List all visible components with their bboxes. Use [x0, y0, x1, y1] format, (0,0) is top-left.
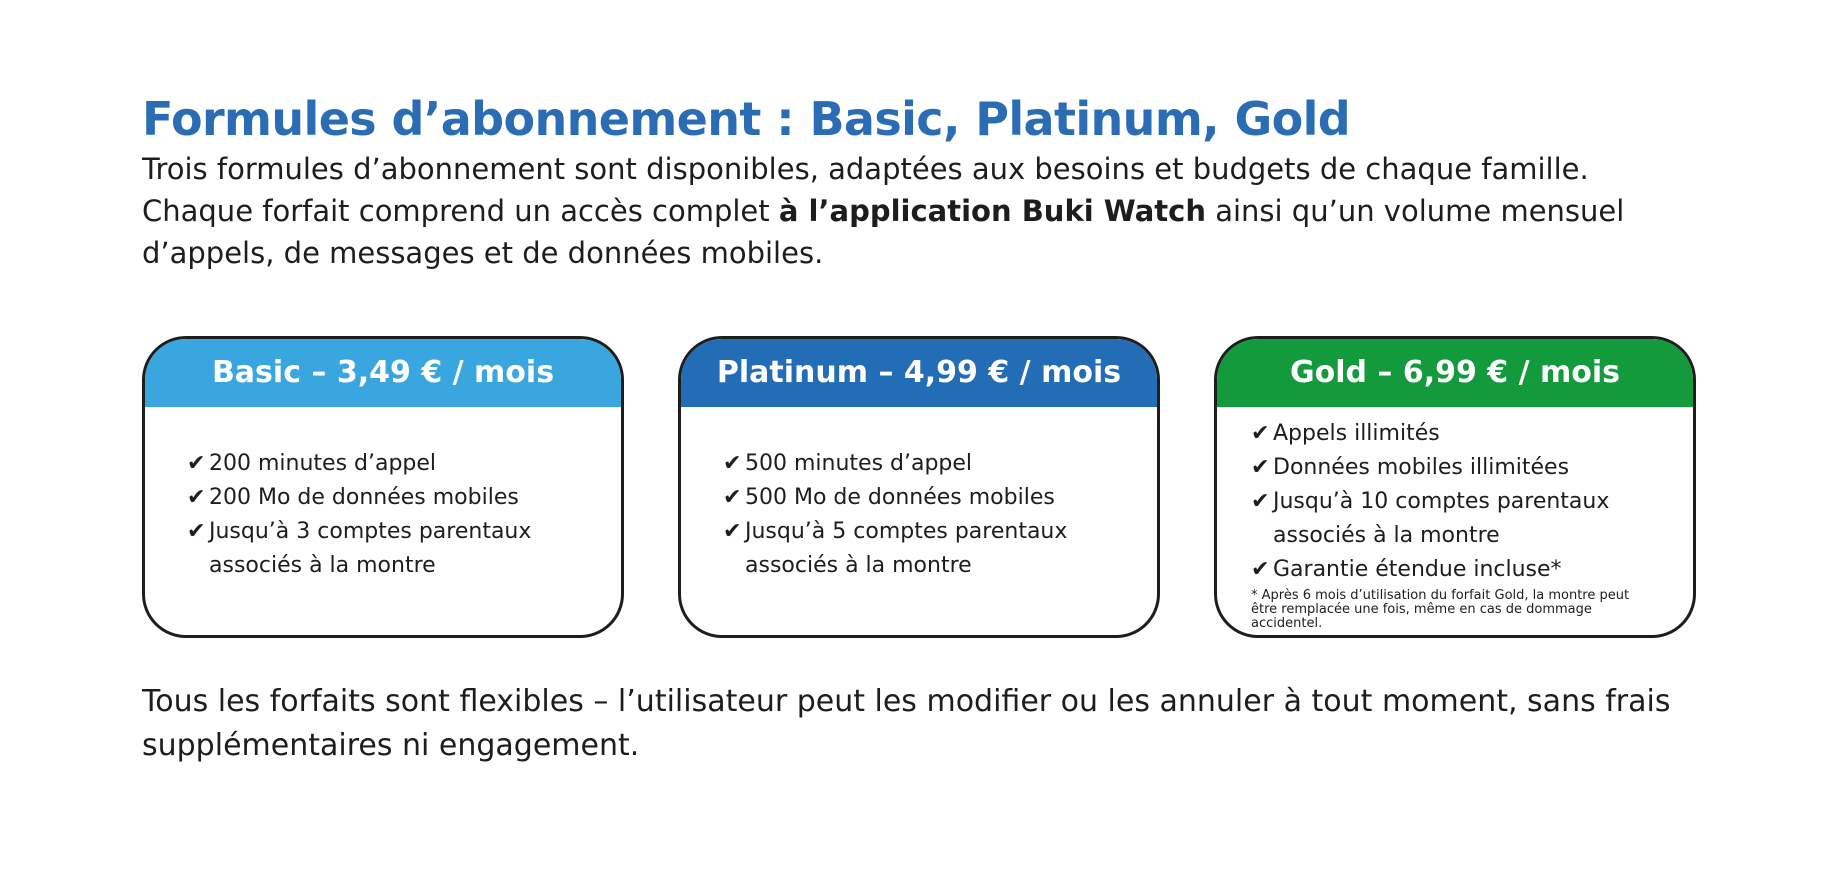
- feature-list-gold: [1217, 407, 1693, 587]
- intro-app-highlight: à l’application Buki Watch: [778, 194, 1206, 228]
- closing-paragraph: Tous les forfaits sont flexibles – l’utilisateur peut les modifier ou les annuler à tout moment, sans frais supplémentaires ni engagement.: [142, 684, 1671, 763]
- feature-continuation: associés à la montre: [209, 553, 436, 578]
- intro-text-start: Trois formules d’abonnement sont disponibles, adaptées aux besoins et budgets de chaque famille. Chaque forfait comprend un accès complet: [142, 152, 1589, 228]
- check-icon: ✔: [1251, 421, 1270, 446]
- feature-item: ✔ Jusqu’à 3 comptes parentaux associés à la montre: [187, 515, 621, 583]
- plan-header-gold: Gold – 6,99 € / mois: [1217, 339, 1693, 407]
- feature-list-basic: [145, 407, 621, 583]
- check-icon: ✔: [187, 485, 206, 510]
- feature-continuation: associés à la montre: [1273, 523, 1500, 548]
- feature-continuation: associés à la montre: [745, 553, 972, 578]
- plan-card-platinum: [678, 336, 1160, 638]
- check-icon: ✔: [723, 485, 742, 510]
- page-title: Formules d’abonnement : Basic, Platinum, Gold: [142, 92, 1351, 146]
- feature-item: ✔ Garantie étendue incluse*: [1251, 553, 1693, 587]
- plan-header-basic: Basic – 3,49 € / mois: [145, 339, 621, 407]
- feature-item: ✔ 500 minutes d’appel: [723, 447, 1157, 481]
- check-icon: ✔: [1251, 557, 1270, 582]
- feature-item: ✔ Jusqu’à 10 comptes parentaux associés à la montre: [1251, 485, 1693, 553]
- feature-item: ✔ Appels illimités: [1251, 417, 1693, 451]
- feature-item: ✔ Jusqu’à 5 comptes parentaux associés à la montre: [723, 515, 1157, 583]
- feature-item: ✔ Données mobiles illimitées: [1251, 451, 1693, 485]
- feature-item: ✔ 200 Mo de données mobiles: [187, 481, 621, 515]
- check-icon: ✔: [1251, 489, 1270, 514]
- intro-paragraph: [142, 148, 1702, 274]
- check-icon: ✔: [187, 451, 206, 476]
- check-icon: ✔: [1251, 455, 1270, 480]
- plan-card-basic: [142, 336, 624, 638]
- feature-item: ✔ 500 Mo de données mobiles: [723, 481, 1157, 515]
- feature-list-platinum: [681, 407, 1157, 583]
- plan-header-platinum: Platinum – 4,99 € / mois: [681, 339, 1157, 407]
- intro-text-end: ainsi qu’un volume mensuel d’appels, de messages et de données mobiles.: [142, 194, 1625, 270]
- plan-card-gold: [1214, 336, 1696, 638]
- check-icon: ✔: [723, 519, 742, 544]
- check-icon: ✔: [187, 519, 206, 544]
- feature-item: ✔ 200 minutes d’appel: [187, 447, 621, 481]
- gold-footnote: * Après 6 mois d’utilisation du forfait Gold, la montre peut être remplacée une fois, même en cas de dommage accidentel.: [1251, 588, 1630, 631]
- check-icon: ✔: [723, 451, 742, 476]
